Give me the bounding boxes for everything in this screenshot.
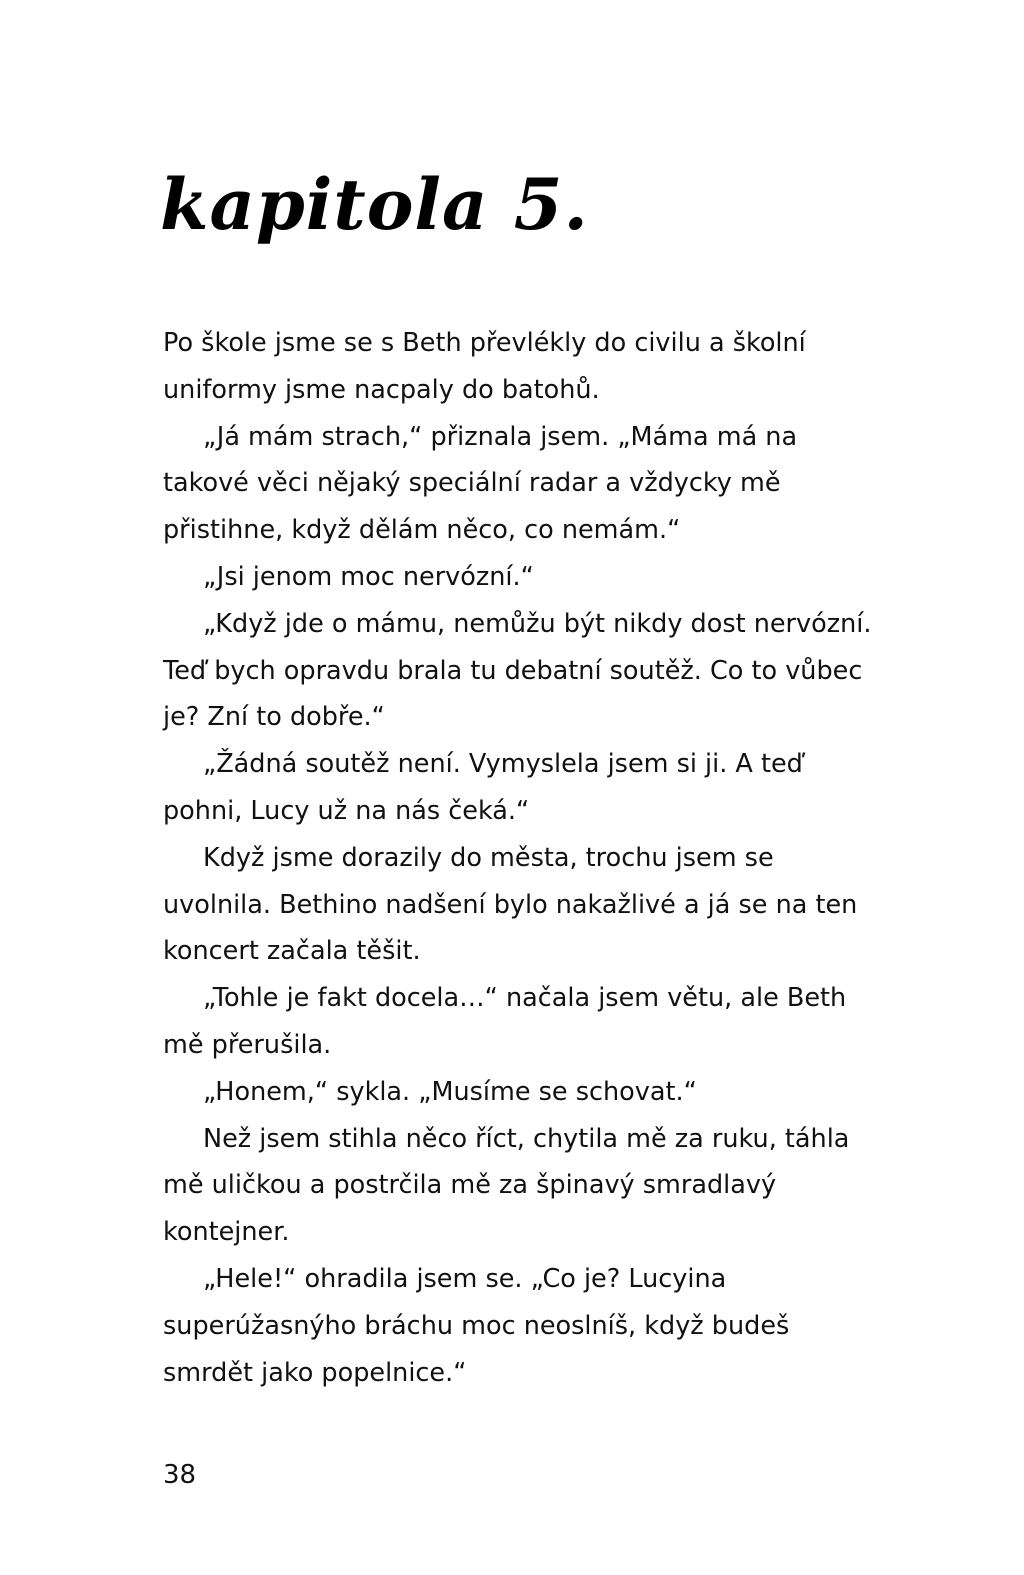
text-line: takové věci nějaký speciální radar a vždycky mě [163,468,781,499]
chapter-title: kapitola 5. [160,163,589,246]
text-line: „Jsi jenom moc nervózní.“ [203,561,534,592]
text-line: „Žádná soutěž není. Vymyslela jsem si ji. A teď [203,749,803,780]
text-line: je? Zní to dobře.“ [163,702,385,733]
text-line: pohni, Lucy už na nás čeká.“ [163,795,530,826]
text-line: „Když jde o mámu, nemůžu být nikdy dost nervózní. [203,608,872,639]
text-line: „Honem,“ sykla. „Musíme se schovat.“ [203,1076,697,1107]
text-line: přistihne, když dělám něco, co nemám.“ [163,515,681,546]
text-line: smrdět jako popelnice.“ [163,1357,467,1388]
text-line: Když jsme dorazily do města, trochu jsem se [203,842,774,873]
text-line: uvolnila. Bethino nadšení bylo nakažlivé a já se na ten [163,889,858,920]
text-line: Po škole jsme se s Beth převlékly do civilu a školní [163,328,806,358]
text-line: „Tohle je fakt docela…“ načala jsem větu, ale Beth [203,983,847,1014]
text-line: koncert začala těšit. [163,936,421,967]
text-line: uniformy jsme nacpaly do batohů. [163,374,600,405]
text-line: „Hele!“ ohradila jsem se. „Co je? Lucyina [203,1263,727,1294]
text-line: superúžasnýho bráchu moc neoslníš, když budeš [163,1310,790,1341]
chapter-body [163,320,903,1396]
text-line: mě uličkou a postrčila mě za špinavý smradlavý [163,1170,777,1201]
page-number: 38 [163,1460,197,1490]
text-line: mě přerušila. [163,1029,332,1060]
text-line: Teď bych opravdu brala tu debatní soutěž. Co to vůbec [163,655,863,686]
text-line: Než jsem stihla něco říct, chytila mě za ruku, táhla [203,1123,850,1154]
text-line: kontejner. [163,1217,290,1248]
text-line: „Já mám strach,“ přiznala jsem. „Máma má na [203,421,798,452]
